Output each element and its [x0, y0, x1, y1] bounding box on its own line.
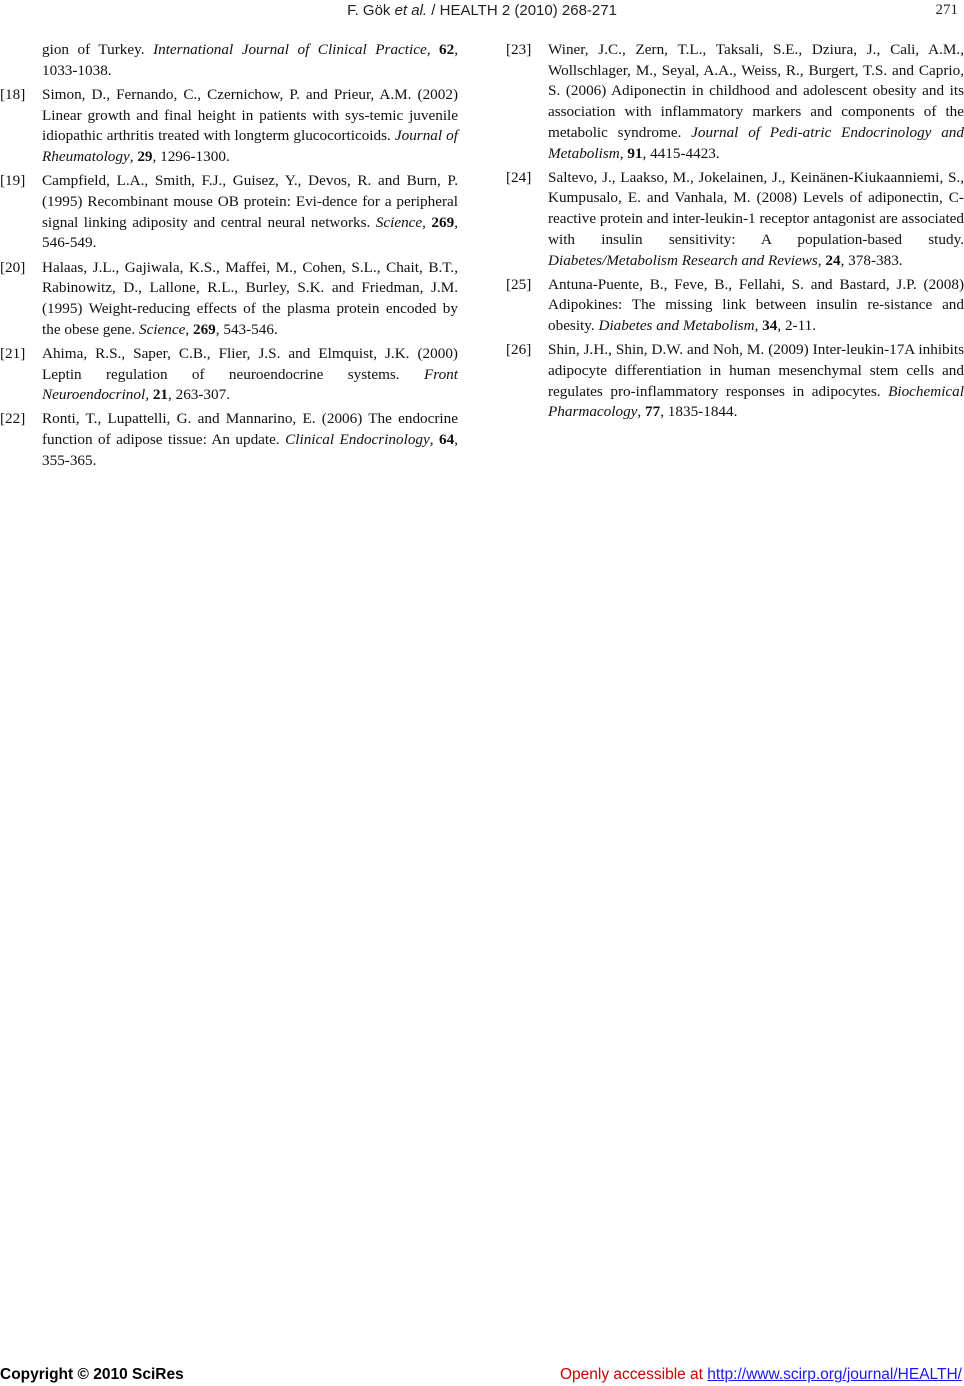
reference-25 — [506, 275, 964, 337]
ref-sep: , — [429, 431, 440, 449]
ref-volume: 34 — [762, 317, 778, 335]
ref-authors-title: Shin, J.H., Shin, D.W. and Noh, M. (2009) Inter-leukin-17A inhibits adipocyte differentiation in human mesenchymal stem cells and regulates pro-inflammatory responses in adipocytes. — [548, 341, 964, 400]
journal-link[interactable]: http://www.scirp.org/journal/HEALTH/ — [707, 1366, 962, 1383]
ref-sep: , — [426, 41, 440, 58]
ref-pages: , 543-546. — [215, 320, 278, 338]
ref-volume: 29 — [137, 148, 153, 166]
access-notice — [560, 1366, 962, 1384]
ref-volume: 24 — [825, 251, 841, 269]
ref-pages: , 378-383. — [840, 251, 903, 269]
page-number: 271 — [935, 2, 958, 18]
ref-journal: Diabetes/Metabolism Research and Reviews — [548, 251, 818, 269]
right-column — [506, 40, 964, 427]
ref-sep: , — [145, 386, 153, 404]
ref-sep: , — [619, 144, 628, 162]
ref-sep: , — [185, 320, 193, 338]
running-title-authors: F. Gök — [347, 2, 395, 19]
ref-sep: , — [817, 251, 826, 269]
ref-journal: Diabetes and Metabolism — [598, 317, 755, 335]
ref-sep: , — [422, 213, 432, 231]
ref-volume: 21 — [152, 386, 168, 404]
ref-volume: 64 — [439, 431, 455, 449]
ref-pages: , 1835-1844. — [660, 403, 738, 421]
reference-21 — [0, 344, 458, 406]
ref-authors-title: Winer, J.C., Zern, T.L., Taksali, S.E., Dziura, J., Cali, A.M., Wollschlager, M., Seyal, A.A., Weiss, R., Burgert, T.S. and Caprio, S. (2006) Adiponectin in childhood and adolescent obesity and its association with inflammatory markers and components of the metabolic syndrome. — [548, 41, 964, 141]
reference-20 — [0, 258, 458, 341]
ref-authors-title: Campfield, L.A., Smith, F.J., Guisez, Y., Devos, R. and Burn, P. (1995) Recombinant mouse OB protein: Evi-dence for a peripheral signal linking adiposity and central neural networks. — [42, 172, 458, 231]
left-column — [0, 40, 458, 475]
reference-22 — [0, 409, 458, 471]
ref-journal: International Journal of Clinical Practice — [153, 41, 427, 58]
ref-number: [22] — [0, 410, 26, 428]
ref-journal: Journal of Pedi-atric Endocrinology and Metabolism — [548, 123, 964, 162]
ref-authors-title: Saltevo, J., Laakso, M., Jokelainen, J., Keinänen-Kiukaanniemi, S., Kumpusalo, E. and Vanhala, M. (2008) Levels of adiponectin, C-reactive protein and inter-leukin-1 receptor antagonist are associated with insulin sensitivity: A population-based study. — [548, 168, 964, 248]
ref-volume: 77 — [645, 403, 661, 421]
ref-authors-title: Halaas, J.L., Gajiwala, K.S., Maffei, M., Cohen, S.L., Chait, B.T., Rabinowitz, D., Lallone, R.L., Burley, S.K. and Friedman, J.M. (1995) Weight-reducing effects of the plasma protein encoded by the obese gene. — [42, 258, 458, 338]
reference-17-continued — [0, 40, 458, 81]
ref-pages: , 2-11. — [777, 317, 817, 335]
ref-authors-title: Ronti, T., Lupattelli, G. and Mannarino, E. (2006) The endocrine function of adipose tissue: An update. — [42, 410, 458, 449]
page-header — [0, 0, 964, 22]
copyright-notice: Copyright © 2010 SciRes — [0, 1366, 184, 1383]
ref-number: [20] — [0, 258, 26, 276]
ref-number: [24] — [506, 168, 532, 186]
ref-sep: , — [129, 148, 138, 166]
ref-journal: Science — [375, 213, 423, 231]
ref-authors-title: Simon, D., Fernando, C., Czernichow, P. and Prieur, A.M. (2002) Linear growth and final height in patients with sys-temic juvenile idiopathic arthritis treated with longterm glucocorticoids. — [42, 85, 458, 145]
reference-26 — [506, 340, 964, 423]
ref-sep: , — [754, 317, 763, 335]
ref-number: [19] — [0, 172, 26, 190]
running-title-journal: / HEALTH 2 (2010) 268-271 — [427, 2, 617, 19]
reference-23 — [506, 40, 964, 164]
running-title-etal: et al. — [394, 2, 428, 19]
ref-pages: , 546-549. — [42, 213, 458, 252]
page-footer — [0, 1364, 964, 1386]
ref-journal: Clinical Endocrinology — [285, 431, 430, 449]
ref-number: [18] — [0, 85, 26, 103]
reference-18 — [0, 85, 458, 168]
ref-sep: , — [637, 403, 646, 421]
ref-volume: 91 — [627, 144, 643, 162]
ref-authors-title: Ahima, R.S., Saper, C.B., Flier, J.S. and Elmquist, J.K. (2000) Leptin regulation of neuroendocrine systems. — [42, 344, 458, 383]
ref-authors-title: Antuna-Puente, B., Feve, B., Fellahi, S. and Bastard, J.P. (2008) Adipokines: The missing link between insulin re-sistance and obesity. — [548, 275, 964, 335]
ref-volume: 269 — [192, 320, 216, 338]
ref-volume: 269 — [431, 213, 455, 231]
ref-journal: Front Neuroendocrinol — [42, 365, 458, 404]
ref-number: [25] — [506, 275, 532, 293]
access-text: Openly accessible at — [559, 1366, 708, 1383]
ref-pages: , 355-365. — [42, 431, 459, 469]
ref-journal: Science — [139, 320, 186, 338]
ref-pages: , 1296-1300. — [152, 148, 230, 166]
ref-volume: 62 — [439, 41, 455, 58]
ref-journal: Biochemical Pharmacology — [548, 382, 964, 421]
ref-pages: , 4415-4423. — [642, 144, 720, 162]
ref-journal: Journal of Rheumatology — [42, 127, 458, 166]
ref-authors-title: gion of Turkey. — [42, 41, 154, 58]
reference-24 — [506, 168, 964, 272]
ref-number: [23] — [506, 41, 532, 58]
reference-19 — [0, 171, 458, 254]
running-title — [0, 2, 964, 19]
ref-pages: , 1033-1038. — [42, 41, 459, 79]
ref-pages: , 263-307. — [168, 386, 231, 404]
ref-number: [21] — [0, 344, 26, 362]
ref-number: [26] — [506, 341, 532, 359]
